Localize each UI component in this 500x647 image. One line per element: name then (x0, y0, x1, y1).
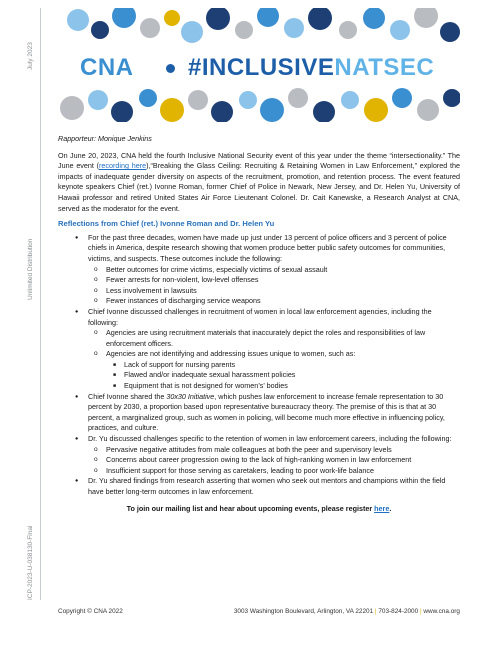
reflections-list (58, 233, 460, 498)
event-hashtag (188, 54, 434, 82)
phone: 703-824-2000 (378, 608, 419, 615)
mailing-list-callout (58, 504, 460, 515)
bullet-text: Dr. Yu discussed challenges specific to the retention of women in law enforcement careers, including the following: (88, 434, 452, 444)
list-item (58, 233, 460, 307)
sub-item: o Better outcomes for crime victims, especially victims of sexual assault (88, 265, 460, 276)
bullet-text-1: Chief Ivonne shared the (88, 391, 167, 401)
sub-item: o Concerns about career progression owing to the lack of high-ranking women in law enforcement (88, 455, 460, 466)
intro-text-1: On June 20, 2023, CNA held the fourth Inclusive National Security event of this year under the theme “intersectionality.” The June event ( (58, 150, 460, 171)
list-item: ● Dr. Yu shared findings from research asserting that women who seek out mentors and champions within the field have better long-term outcomes in law enforcement. (58, 476, 460, 497)
sub-sub-item: ■ Lack of support for nursing parents (106, 360, 460, 371)
sub-sub-list (106, 360, 460, 392)
initiative-name: 30x30 Initiative (166, 391, 215, 401)
sub-item: o Pervasive negative attitudes from male colleagues at both the peer and supervisory levels (88, 445, 460, 456)
sub-item: o Fewer arrests for non-violent, low-level offenses (88, 275, 460, 286)
copyright: Copyright © CNA 2022 (58, 608, 123, 615)
sub-item: o Less involvement in lawsuits (88, 286, 460, 297)
website[interactable]: www.cna.org (423, 608, 460, 615)
sub-item-text: Agencies are not identifying and addressing issues unique to women, such as: (106, 349, 356, 359)
hashtag-part-natsec: NATSEC (334, 54, 435, 81)
sub-item: o Agencies are using recruitment materials that inaccurately depict the roles and responsibilities of law enforcement officers. (88, 328, 460, 349)
bullet-text: Chief Ivonne discussed challenges in recruitment of women in local law enforcement agencies, including the following: (88, 306, 432, 327)
document-body (58, 127, 460, 514)
sub-item: o Insufficient support for those serving as caretakers, leading to poor work-life balance (88, 466, 460, 477)
side-document-id: ICP-2023-U-038130-Final (27, 525, 34, 600)
contact-info (234, 608, 460, 615)
sub-sub-item: ■ Flawed and/or inadequate sexual harassment policies (106, 370, 460, 381)
side-distribution: Unlimited Distribution (27, 238, 34, 300)
bullet-text-2: , which pushes law enforcement to increase female representation to 30 percent by 2030, a proportion based upon representative bureaucracy theory. The premise of this is that at 30 percent, a marginalized group, such as women in policing, will become much more effective in influencing policy, practices, and culture. (88, 391, 445, 433)
intro-text-2: ),“Breaking the Glass Ceiling: Recruiting & Retaining Women in Law Enforcement,” explored the impacts of inadequate gender diversity on aspects of the recruitment, promotion, and retention process. The event featured keynote speakers Chief (ret.) Ivonne Roman, former Chief of Police in Newark, New Jersey, and Dr. Helen Yu, University of Hawaii professor and retired United States Air Force Lieutenant Colonel. Dr. Cait Kanewske, a Research Analyst at CNA, served as the moderator for the event. (58, 161, 460, 213)
separator: | (419, 608, 422, 615)
sub-list (88, 445, 460, 477)
separator: | (374, 608, 377, 615)
section-heading: Reflections from Chief (ret.) Ivonne Roman and Dr. Helen Yu (58, 219, 275, 229)
logo-dot (166, 64, 175, 73)
sub-list (88, 265, 460, 307)
cna-logo-text: CNA (80, 54, 134, 81)
hashtag-part-inclusive: #INCLUSIVE (188, 54, 335, 81)
intro-paragraph (58, 151, 460, 215)
callout-period: . (389, 503, 392, 513)
sub-list (88, 328, 460, 392)
sub-sub-item: ■ Equipment that is not designed for women’s’ bodies (106, 381, 460, 392)
bullet-text: For the past three decades, women have made up just under 13 percent of police officers and 3 percent of police chiefs in America, despite research showing that women produce better public safety outcomes for communities, victims, and suspects. These outcomes include the following: (88, 232, 447, 263)
recording-link[interactable]: recording here (99, 161, 147, 171)
side-date: July 2023 (27, 42, 34, 70)
register-link[interactable]: here (374, 503, 390, 513)
rapporteur: Rapporteur: Monique Jenkins (58, 134, 152, 143)
callout-text: To join our mailing list and hear about upcoming events, please register (126, 503, 375, 513)
sub-item: o Fewer instances of discharging service weapons (88, 296, 460, 307)
sidebar-rule (40, 8, 41, 600)
address: 3003 Washington Boulevard, Arlington, VA 22201 (233, 608, 374, 615)
list-item (58, 434, 460, 476)
list-item (58, 307, 460, 392)
sub-item (88, 349, 460, 391)
event-banner (58, 8, 460, 122)
list-item (58, 392, 460, 434)
